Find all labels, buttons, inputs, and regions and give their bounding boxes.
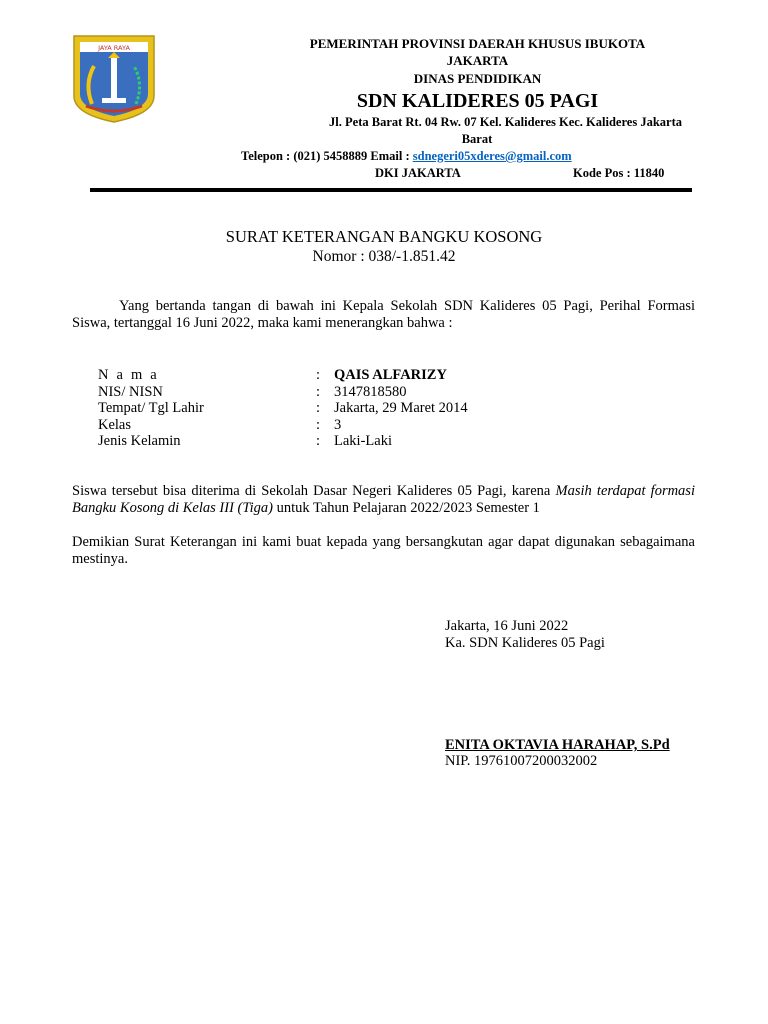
field-colon: : (316, 384, 321, 400)
field-colon: : (316, 400, 321, 416)
acceptance-paragraph (72, 483, 695, 517)
field-colon: : (316, 417, 321, 433)
government-line-2: JAKARTA (446, 53, 509, 68)
signature-place-date: Jakarta, 16 Juni 2022 (445, 618, 569, 634)
field-colon: : (316, 367, 321, 383)
jakarta-logo (72, 34, 156, 124)
postal-code: Kode Pos : 11840 (573, 166, 665, 180)
field-value-birth: Jakarta, 29 Maret 2014 (334, 400, 468, 416)
school-name: SDN KALIDERES 05 PAGI (356, 90, 599, 112)
acceptance-reason: Masih terdapat formasi Bangku Kosong di Kelas III (Tiga) (72, 483, 695, 516)
field-value-class: 3 (334, 417, 342, 433)
signature-position: Ka. SDN Kalideres 05 Pagi (445, 635, 605, 651)
field-colon: : (316, 433, 321, 449)
email-link[interactable]: sdnegeri05xderes@gmail.com (412, 149, 572, 163)
svg-text:JAYA RAYA: JAYA RAYA (98, 44, 130, 52)
acceptance-text: Siswa tersebut bisa diterima di Sekolah Dasar Negeri Kalideres 05 Pagi, karena (72, 483, 556, 499)
field-label-nis: NIS/ NISN (98, 384, 163, 400)
field-label-gender: Jenis Kelamin (98, 433, 181, 449)
letter-title: SURAT KETERANGAN BANGKU KOSONG (225, 227, 543, 246)
field-label-name: N a m a (98, 367, 159, 383)
school-address-line-1: Jl. Peta Barat Rt. 04 Rw. 07 Kel. Kalideres Kec. Kalideres Jakarta (329, 115, 682, 129)
signatory-nip: NIP. 19761007200032002 (445, 753, 598, 769)
department-name: DINAS PENDIDIKAN (413, 71, 542, 86)
field-value-gender: Laki-Laki (334, 433, 392, 449)
closing-paragraph: Demikian Surat Keterangan ini kami buat kepada yang bersangkutan agar dapat digunakan sebagaimana mestinya. (72, 534, 695, 567)
contact-line (241, 148, 572, 165)
signatory-name: ENITA OKTAVIA HARAHAP, S.Pd (445, 737, 670, 753)
school-address-line-2: Barat (461, 132, 493, 146)
government-line-1: PEMERINTAH PROVINSI DAERAH KHUSUS IBUKOTA (309, 36, 646, 51)
field-value-name: QAIS ALFARIZY (334, 367, 447, 383)
field-label-birth: Tempat/ Tgl Lahir (98, 400, 204, 416)
opening-paragraph: Yang bertanda tangan di bawah ini Kepala Sekolah SDN Kalideres 05 Pagi, Perihal Formasi Siswa, tertanggal 16 Juni 2022, maka kami menerangkan bahwa : (72, 298, 695, 331)
field-value-nis: 3147818580 (334, 384, 407, 400)
letterhead-divider (90, 188, 692, 192)
letter-number: Nomor : 038/-1.851.42 (312, 248, 456, 265)
telephone-label: Telepon : (021) 5458889 Email : (241, 149, 413, 163)
acceptance-period: untuk Tahun Pelajaran 2022/2023 Semester 1 (272, 500, 540, 516)
field-label-class: Kelas (98, 417, 132, 433)
city-label: DKI JAKARTA (375, 166, 461, 180)
